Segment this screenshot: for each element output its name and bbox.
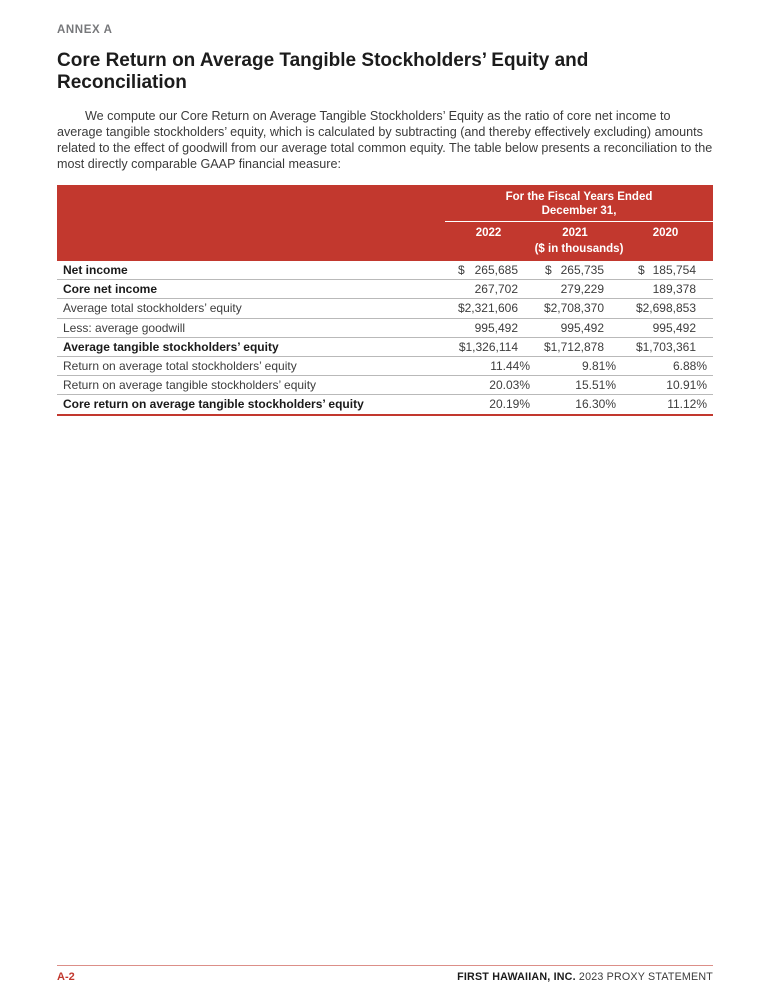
row-value: 995,492 (474, 320, 518, 335)
page-footer (57, 965, 713, 983)
row-value (618, 263, 713, 277)
row-value: 189,378 (652, 282, 696, 297)
row-value: 11.12% (667, 397, 707, 412)
footer-divider-line (57, 965, 713, 966)
row-value: $2,708,370 (543, 301, 604, 316)
year-column-header: 2020 (652, 227, 679, 239)
annex-label: ANNEX A (57, 24, 113, 36)
row-value: $2,698,853 (635, 301, 696, 316)
table-header (57, 185, 713, 261)
units-note: ($ in thousands) (534, 243, 624, 255)
row-value: 20.19% (489, 397, 530, 412)
value-text: 185,754 (652, 263, 696, 278)
table-body (57, 261, 713, 414)
value-text: 265,685 (474, 263, 518, 278)
row-value: 267,702 (474, 282, 518, 297)
page-number: A-2 (57, 971, 75, 983)
row-value: 20.03% (489, 378, 530, 393)
row-value: 15.51% (575, 378, 616, 393)
dollar-sign: $ (458, 263, 465, 278)
page-content (57, 0, 713, 416)
table-row (57, 338, 713, 357)
row-value: 6.88% (672, 359, 707, 374)
footer-company: FIRST HAWAIIAN, INC. (457, 971, 576, 983)
row-value: 995,492 (560, 320, 604, 335)
row-label: Net income (63, 263, 128, 278)
value-text: 265,735 (560, 263, 604, 278)
intro-paragraph: We compute our Core Return on Average Tangible Stockholders’ Equity as the ratio of core net income to average tangible stockholders’ equity, which is calculated by subtracting (and thereby effectively excluding) amounts related to the effect of goodwill from our average total common equity. The table below presents a reconciliation to the most directly comparable GAAP financial measure: (57, 109, 713, 171)
row-label: Return on average tangible stockholders’ equity (63, 378, 317, 393)
fiscal-years-header (445, 191, 713, 218)
table-row (57, 299, 713, 318)
row-value: $1,326,114 (458, 339, 518, 354)
row-value: 995,492 (652, 320, 696, 335)
dollar-sign: $ (545, 263, 552, 278)
table-row (57, 357, 713, 376)
row-value: 279,229 (560, 282, 604, 297)
table-row (57, 376, 713, 395)
footer-company-line (457, 971, 713, 983)
table-row (57, 280, 713, 299)
fiscal-years-line1: For the Fiscal Years Ended (505, 191, 653, 203)
year-column-header: 2021 (562, 227, 588, 239)
row-label: Core return on average tangible stockholders’ equity (63, 397, 364, 412)
fiscal-years-header-group (445, 185, 713, 261)
table-row (57, 319, 713, 338)
page-title: Core Return on Average Tangible Stockholders’ Equity and Reconciliation (57, 50, 589, 93)
footer-row (57, 971, 713, 983)
row-value: $1,703,361 (635, 339, 696, 354)
row-label: Less: average goodwill (63, 320, 186, 335)
row-label: Core net income (63, 282, 158, 297)
table-header-spacer (57, 185, 445, 261)
fiscal-years-line2: December 31, (541, 204, 617, 217)
reconciliation-table (57, 185, 713, 416)
row-label: Average total stockholders’ equity (63, 301, 242, 316)
row-label: Average tangible stockholders’ equity (63, 339, 279, 354)
row-value (445, 263, 532, 277)
dollar-sign: $ (638, 263, 645, 278)
row-value: $1,712,878 (543, 339, 604, 354)
row-label: Return on average total stockholders’ equity (63, 359, 297, 374)
row-value: 10.91% (666, 378, 707, 393)
year-columns-row (445, 222, 713, 240)
row-value: 9.81% (581, 359, 616, 374)
table-row (57, 261, 713, 280)
year-column-header: 2022 (475, 227, 502, 239)
row-value: $2,321,606 (457, 301, 518, 316)
row-value: 11.44% (490, 359, 530, 374)
row-value: 16.30% (575, 397, 616, 412)
table-row (57, 395, 713, 413)
footer-document: 2023 PROXY STATEMENT (578, 971, 713, 983)
row-value (532, 263, 618, 277)
